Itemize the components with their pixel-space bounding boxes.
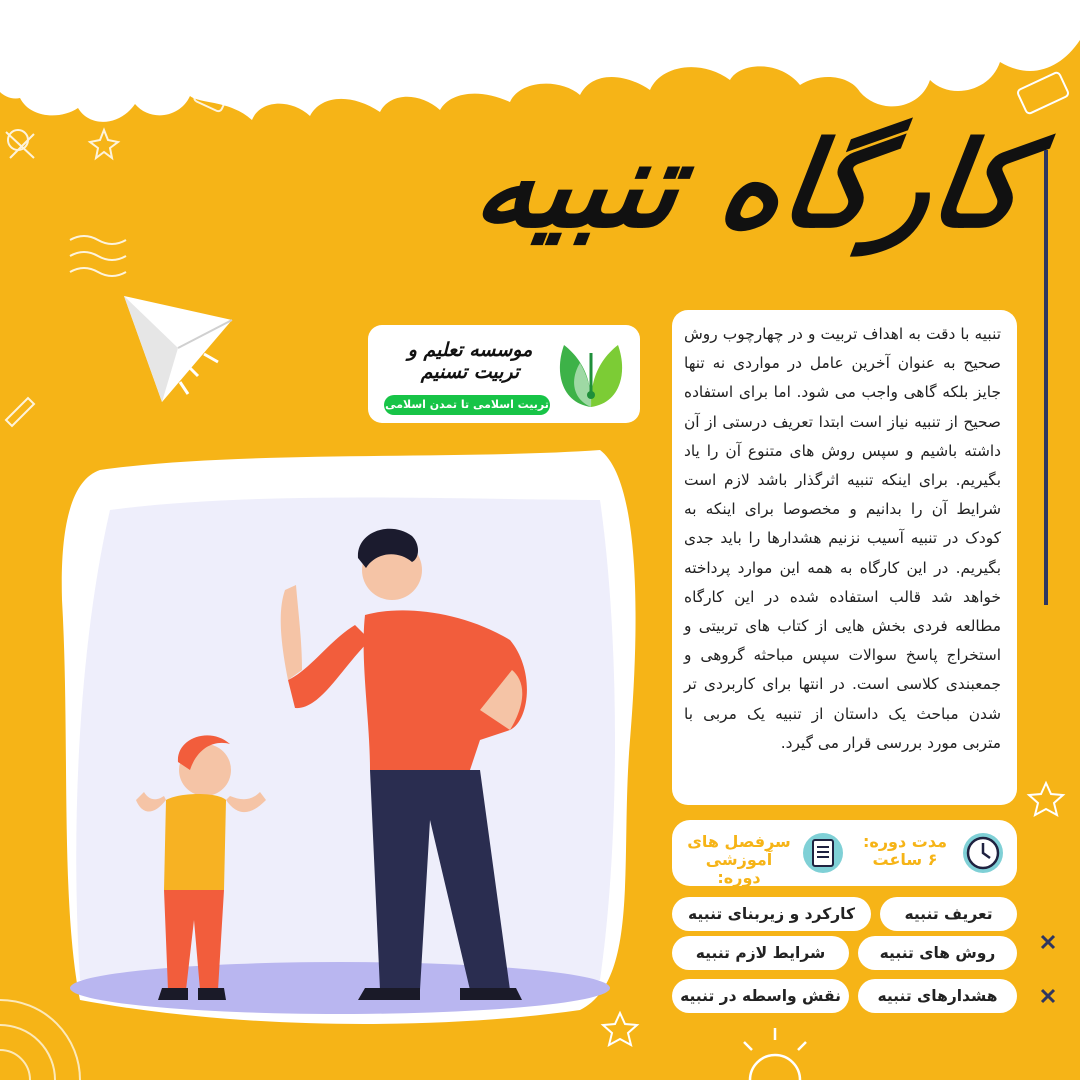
duration-block	[857, 833, 953, 869]
institute-slogan: تربیت اسلامی تا تمدن اسلامی	[384, 395, 550, 415]
topic-pill: نقش واسطه در تنبیه	[672, 979, 849, 1013]
course-info-card	[672, 820, 1017, 886]
leaf-logo-icon	[552, 333, 630, 415]
floor-shadow	[70, 962, 610, 1014]
sun-decoration	[740, 1010, 810, 1080]
topic-pill: تعریف تنبیه	[880, 897, 1017, 931]
topic-pill: روش های تنبیه	[858, 936, 1017, 970]
institute-logo-card	[368, 325, 640, 423]
topic-pill: هشدارهای تنبیه	[858, 979, 1017, 1013]
description-text: تنبیه با دقت به اهداف تربیت و در چهارچوب روش صحیح به عنوان آخرین عامل در مواردی نه تنها جایز بلکه گاهی واجب می شود. اما برای استفاده صحیح از تنبیه نیاز است ابتدا تعریف درستی از آن داشته باشیم و سپس روش های متنوع آن را یاد بگیریم. برای اینکه تنبیه اثرگذار باشد لازم است شرایط آن را بدانیم و مخصوصا برای اینکه به کودک در تنبیه آسیب نزنیم هشدارها را باید جدی بگیریم. در این کارگاه به همه این موارد پرداخته خواهد شد قالب استفاده شده در این کارگاه مطالعه فردی بخش هایی از کتاب های تربیتی و استخراج پاسخ سوالات سپس مباحثه گروهی و جمعبندی کلاسی است. در انتها برای کاربردی تر شدن مباحث یک داستان از تنبیه یک مربی با متربی مورد بررسی قرار می گیرد.	[684, 325, 1001, 752]
page-title: کارگاه تنبیه	[466, 115, 1034, 254]
circles-decoration	[0, 970, 120, 1080]
star-icon	[600, 1010, 640, 1050]
topic-pill: شرایط لازم تنبیه	[672, 936, 849, 970]
star-icon	[1026, 780, 1066, 820]
paper-plane-icon	[118, 290, 238, 410]
accent-line	[1044, 150, 1048, 605]
topic-pill: کارکرد و زیربنای تنبیه	[672, 897, 871, 931]
duration-label: مدت دوره:	[862, 832, 947, 851]
clock-icon	[961, 831, 1005, 875]
topics-heading: سرفصل های آموزشی دوره:	[687, 832, 791, 887]
description-card	[672, 310, 1017, 805]
institute-name: موسسه تعلیم و تربیت تسنیم	[407, 339, 533, 383]
x-marks-decoration	[1036, 930, 1080, 1010]
illustration	[40, 440, 640, 1040]
duration-value: ۶ ساعت	[872, 850, 938, 869]
notebook-icon	[801, 831, 845, 875]
